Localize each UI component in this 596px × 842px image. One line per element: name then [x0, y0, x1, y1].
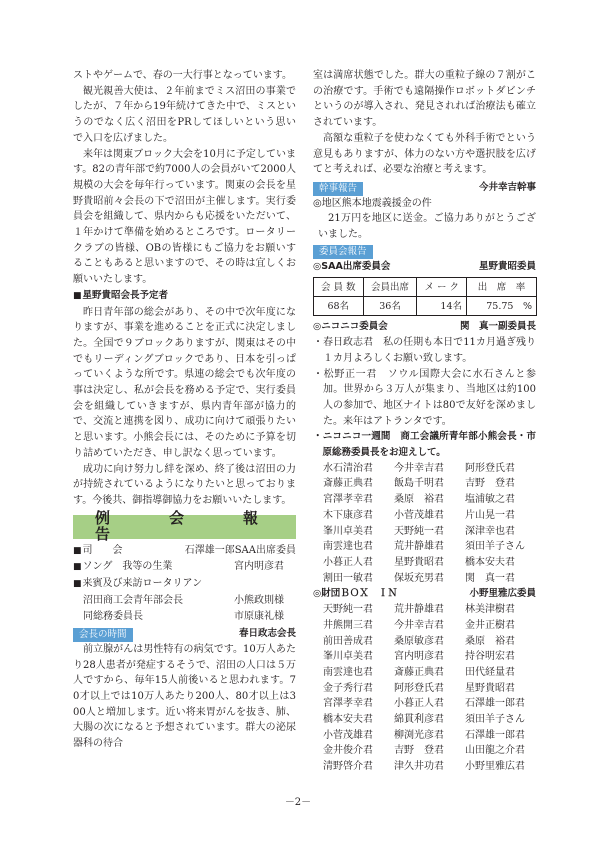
member-name: 金井俊介君 — [323, 745, 373, 757]
member-name: 金井正樹君 — [465, 619, 515, 631]
attendance-table — [313, 277, 537, 316]
member-name: 阿形登氏君 — [465, 462, 515, 474]
member-name: 石澤雄一郎君 — [465, 698, 525, 710]
table-header-cell: 会 員 数 — [314, 278, 364, 297]
member-name: 今井幸吉君 — [394, 462, 444, 474]
member-name: 前田善成君 — [323, 635, 373, 647]
member-name: 田代経量君 — [465, 666, 515, 678]
table-row — [314, 278, 537, 297]
agenda-row: ■来賓及び来訪ロータリアン — [73, 578, 203, 590]
member-name: 橋本安夫君 — [465, 556, 515, 568]
paragraph: 昨日青年部の総会があり、その中で次年度になりますが、事業を進めることを正式に決定しました。全国で９ブロックありますが、関東はその中でもリーディングブロックであり、日本を引っぱっていくような所です。県連の総会でも次年度の事は決定し、私が会長を務める予定で、実行委員会を組織していきますが、県内青年部が協力的で、交流と連携を図り、成功に向けて頑張りたいと思います。小熊会長には、そのために予算を切り詰めていただき、申し訳なく思っています。 — [73, 306, 296, 459]
guest-row: 同総務委員長 市原康礼様 — [83, 610, 284, 622]
member-name: 峯川卓美君 — [323, 651, 373, 663]
member-name: 津久井功君 — [394, 761, 444, 773]
member-name: 関 真一君 — [465, 572, 515, 584]
member-name: 金子秀行君 — [323, 682, 373, 694]
member-name: 荒井静雄君 — [394, 541, 444, 553]
right-column — [313, 68, 536, 775]
member-name: 宮澤孝幸君 — [323, 698, 373, 710]
name-list — [313, 602, 536, 775]
guest-row: 沼田商工会青年部会長 小熊政則様 — [83, 594, 284, 606]
table-header-cell: 出 席 率 — [467, 278, 537, 297]
table-cell: 68名 — [314, 297, 364, 316]
member-name: 星野貴昭君 — [465, 682, 515, 694]
list-item: ・ニコニコ一週間 商工会議所青年部小熊会長・市原総務委員長をお迎えして。 — [313, 431, 536, 459]
member-name: 宮内明彦君 — [394, 651, 444, 663]
square-icon: ■ — [73, 579, 82, 590]
saa-header: ◎SAA出席委員会 星野貴昭委員 — [313, 260, 536, 272]
member-name: 橋本安夫君 — [323, 714, 373, 726]
meeting-report-banner: 例 会 報 告 — [73, 515, 296, 539]
member-name: 斎藤正典君 — [323, 478, 373, 490]
section-tag: 会長の時間 — [73, 628, 133, 642]
section-tag: 委員会報告 — [313, 245, 373, 259]
member-name: 阿形登氏君 — [394, 682, 444, 694]
member-name: 石澤雄一郎君 — [465, 729, 525, 741]
member-name: 木下康彦君 — [323, 509, 373, 521]
member-name: 須田羊子さん — [465, 541, 525, 553]
member-name: 片山晃一君 — [465, 509, 515, 521]
table-cell: 36名 — [363, 297, 417, 316]
member-name: 桑原 裕君 — [465, 635, 515, 647]
paragraph: ストやゲームで、春の一大行事となっています。 — [73, 70, 292, 81]
secretary-report-header — [313, 180, 536, 196]
name-list — [313, 461, 536, 587]
member-name: 吉野 登君 — [394, 745, 444, 757]
member-name: 峯川卓美君 — [323, 525, 373, 537]
member-name: 桑原 裕君 — [394, 494, 444, 506]
member-name: 宮澤孝幸君 — [323, 494, 373, 506]
paragraph: 室は満席状態でした。群大の重粒子線の７割がこの治療です。手術でも遠隔操作ロボットダビンチというのが導入され、発見されれば治療法も確立されています。 — [313, 70, 536, 129]
paragraph: 21万円を地区に送金。ご協力ありがとうございました。 — [318, 213, 536, 241]
byline: 春日政志会長 — [238, 628, 296, 640]
table-header-cell: 会員出席 — [363, 278, 417, 297]
member-name: 南雲達也君 — [323, 541, 373, 553]
member-name: 小野里雅広君 — [465, 761, 525, 773]
table-row — [314, 297, 537, 316]
member-name: 吉野 登君 — [465, 478, 515, 490]
member-name: 綿貫利彦君 — [394, 714, 444, 726]
president-time-header — [73, 626, 296, 642]
member-name: 深津幸也君 — [465, 525, 515, 537]
member-name: 星野貴昭君 — [394, 556, 444, 568]
paragraph: 前立腺がんは男性特有の病気です。10万人あたり28人患者が発症するそうで、沼田の人口は５万人ですから、毎年15人前後いると思われます。70才以上では10万人あたり200人、80才以上は300人と増加します。近い将来胃がんを抜き、肺、大腸の次になると予想されています。群大の泌尿器科の待合 — [73, 643, 296, 750]
member-name: 天野純一君 — [394, 525, 444, 537]
member-name: 井熊開三君 — [323, 619, 373, 631]
niko-header: ◎ニコニコ委員会 関 真一副委員長 — [313, 321, 536, 333]
member-name: 水石清治君 — [323, 462, 373, 474]
paragraph: 来年は関東ブロック大会を10月に予定しています。82の青年部で約7000人の会員がいて2000人規模の大会を毎年行っています。関東の会長を星野貴昭前々会長の下で沼田が主催します。実行委員会を組織して、県内からも応援をいただいて、１年かけて準備を始めるところです。ロータリークラブの皆様、OBの皆様にもご協力をお願いすることもあると思いますので、その時は宜しくお願いいたします。 — [73, 148, 296, 286]
box-header: ◎財団ＢＯＸ ＩＮ 小野里雅広委員 — [313, 588, 536, 600]
member-name: 小暮正人君 — [323, 556, 373, 568]
list-item: ・松野正一君 ソウル国際大会に水石さんと参加。世界から３万人が集まり、当地区は約100人の参加で、地区ナイトは80で友好を深めました。来年はアトランタです。 — [313, 368, 536, 427]
member-name: 山田龍之介君 — [465, 745, 525, 757]
paragraph: 高額な重粒子を使わなくても外科手術でという意見もありますが、体力のない方や選択肢を広げてと考えれば、必要な治療と考えます。 — [313, 132, 536, 176]
member-name: 荒井静雄君 — [394, 604, 444, 616]
member-name: 塩浦敏之君 — [465, 494, 515, 506]
member-name: 須田羊子さん — [465, 714, 525, 726]
paragraph: 観光親善大使は、２年前までミス沼田の事業でしたが、７年から19年続けてきた中で、ミスというのでなく広く沼田をPRしてほしいという思いで入口を広げました。 — [73, 85, 296, 144]
byline: 今井幸吉幹事 — [478, 181, 536, 193]
square-icon: ■ — [73, 545, 82, 556]
table-cell: 75.75 % — [467, 297, 537, 316]
member-name: 清野啓介君 — [323, 761, 373, 773]
member-name: 飯島千明君 — [394, 478, 444, 490]
member-name: 南雲達也君 — [323, 666, 373, 678]
agenda-row: ■司 会 石澤雄一郎SAA出席委員 — [73, 544, 296, 556]
member-name: 割田一敏君 — [323, 572, 373, 584]
page-number: －2－ — [284, 797, 312, 808]
table-cell: 14名 — [417, 297, 467, 316]
table-header-cell: メ ー ク — [417, 278, 467, 297]
paragraph: 成功に向け努力し絆を深め、終了後は沼田の力が持続されているようになりたいと思っております。今後共、御指導御協力をお願いいたします。 — [73, 463, 296, 506]
agenda-row: ■ソング 我等の生業 宮内明彦君 — [73, 561, 284, 573]
member-name: 天野純一君 — [323, 604, 373, 616]
section-heading: ■星野貴昭会長予定者 — [73, 289, 169, 301]
committee-report-header — [313, 245, 536, 259]
member-name: 保坂充男君 — [394, 572, 444, 584]
member-name: 小菅茂雄君 — [394, 509, 444, 521]
section-tag: 幹事報告 — [313, 182, 363, 196]
item-heading: ◎地区熊本地震義援金の件 — [313, 197, 432, 209]
member-name: 柳渕光彦君 — [394, 729, 444, 741]
member-name: 持谷明宏君 — [465, 651, 515, 663]
list-item: ・春日政志君 私の任期も本日で11カ月過ぎ残り１カ月よろしくお願い致します。 — [313, 337, 536, 364]
member-name: 林美津樹君 — [465, 604, 515, 616]
left-column — [73, 68, 318, 752]
square-icon: ■ — [73, 562, 82, 573]
member-name: 桑原敏彦君 — [394, 635, 444, 647]
member-name: 小暮正人君 — [394, 698, 444, 710]
square-icon: ■ — [73, 290, 82, 301]
member-name: 今井幸吉君 — [394, 619, 444, 631]
member-name: 小菅茂雄君 — [323, 729, 373, 741]
member-name: 斎藤正典君 — [394, 666, 444, 678]
